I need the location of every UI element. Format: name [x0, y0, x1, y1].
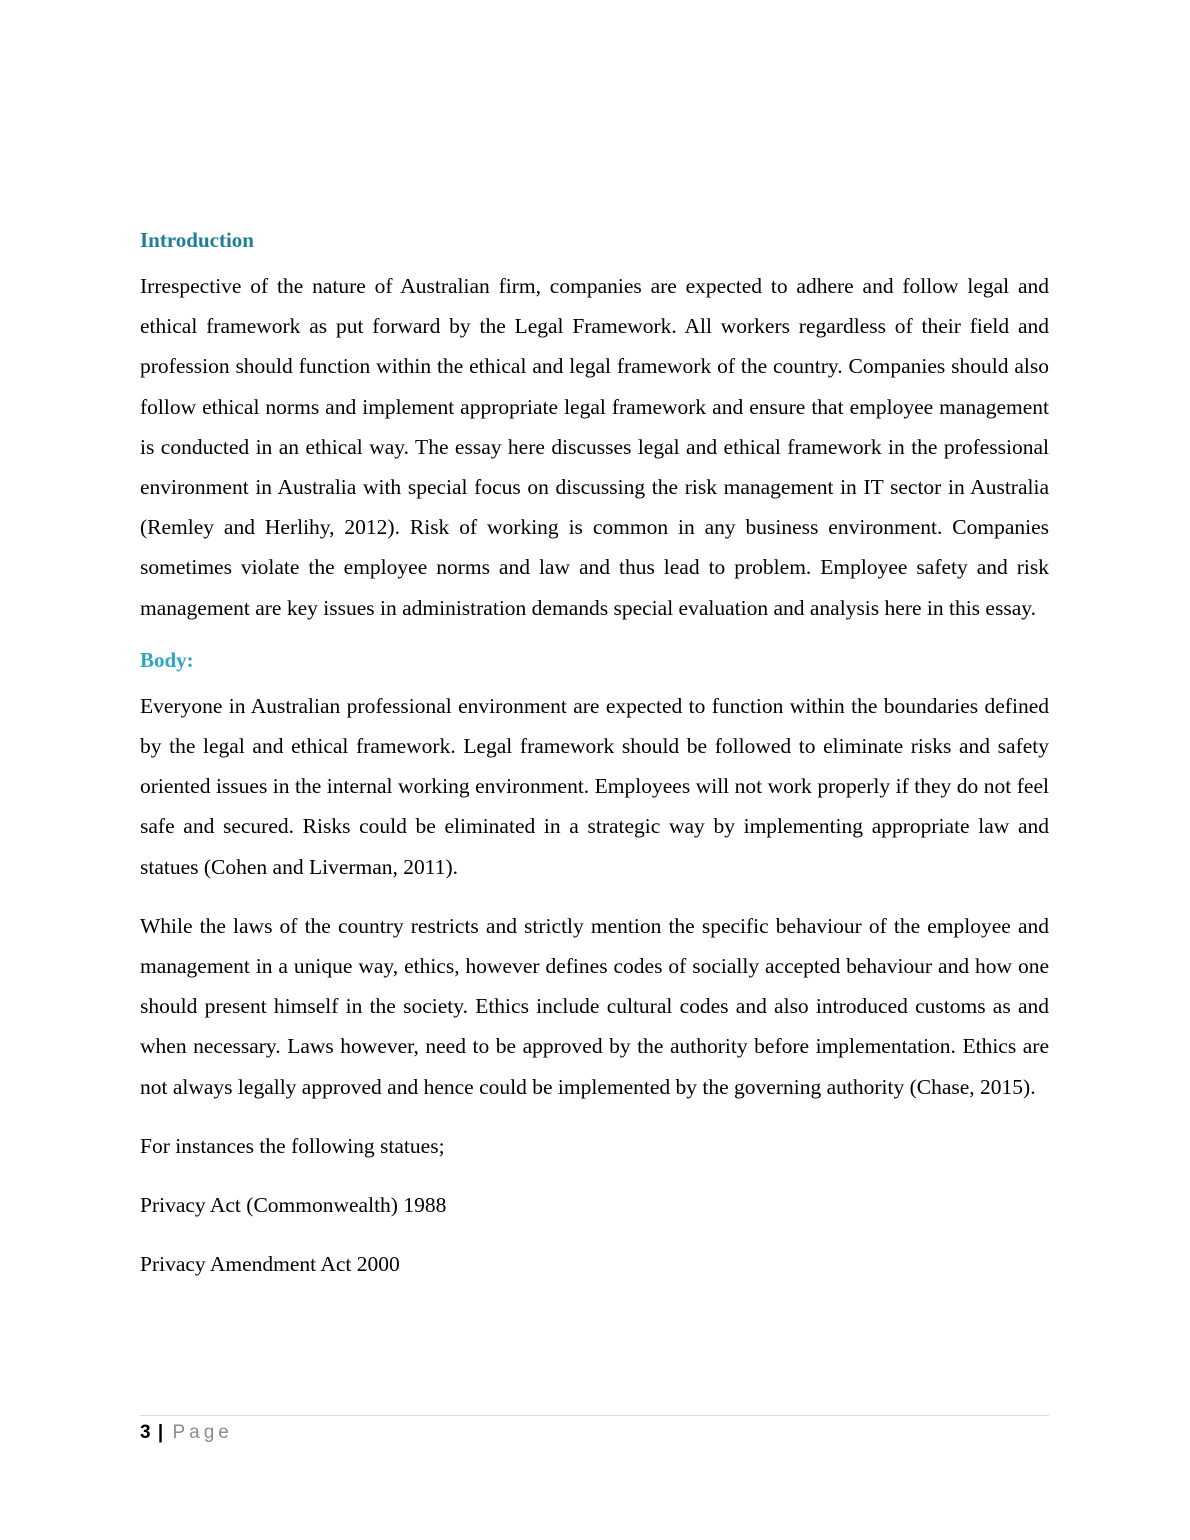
body-paragraph-1: Everyone in Australian professional environment are expected to function within the boundaries defined by the legal and ethical framework. Legal framework should be followed to eliminate risks and safety oriented issues in the internal working environment. Employees will not work properly if they do not feel safe and secured. Risks could be eliminated in a strategic way by implementing appropriate law and statues (Cohen and Liverman, 2011). — [140, 693, 1049, 879]
footer-separator: | — [157, 1422, 164, 1443]
document-page — [140, 226, 1049, 1284]
page-label: Page — [172, 1422, 233, 1443]
body-heading: Body: — [140, 647, 194, 672]
introduction-heading: Introduction — [140, 228, 254, 252]
page-number: 3 — [140, 1422, 151, 1443]
introduction-paragraph: Irrespective of the nature of Australian firm, companies are expected to adhere and follow legal and ethical framework as put forward by the Legal Framework. All workers regardless of their field and profession should function within the ethical and legal framework of the country. Companies should also follow ethical norms and implement appropriate legal framework and ensure that employee management is conducted in an ethical way. The essay here discusses legal and ethical framework in the professional environment in Australia with special focus on discussing the risk management in IT sector in Australia (Remley and Herlihy, 2012). Risk of working is common in any business environment. Companies sometimes violate the employee norms and law and thus lead to problem. Employee safety and risk management are key issues in administration demands special evaluation and analysis here in this essay. — [140, 274, 1049, 620]
statute-privacy-amendment-act: Privacy Amendment Act 2000 — [140, 1252, 400, 1277]
statutes-intro-line: For instances the following statues; — [140, 1133, 445, 1158]
page-footer — [140, 1415, 1049, 1446]
body-paragraph-2: While the laws of the country restricts and strictly mention the specific behaviour of the employee and management in a unique way, ethics, however defines codes of socially accepted behaviour and how one should present himself in the society. Ethics include cultural codes and also introduced customs as and when necessary. Laws however, need to be approved by the authority before implementation. Ethics are not always legally approved and hence could be implemented by the governing authority (Chase, 2015). — [140, 913, 1049, 1099]
statute-privacy-act: Privacy Act (Commonwealth) 1988 — [140, 1193, 447, 1218]
